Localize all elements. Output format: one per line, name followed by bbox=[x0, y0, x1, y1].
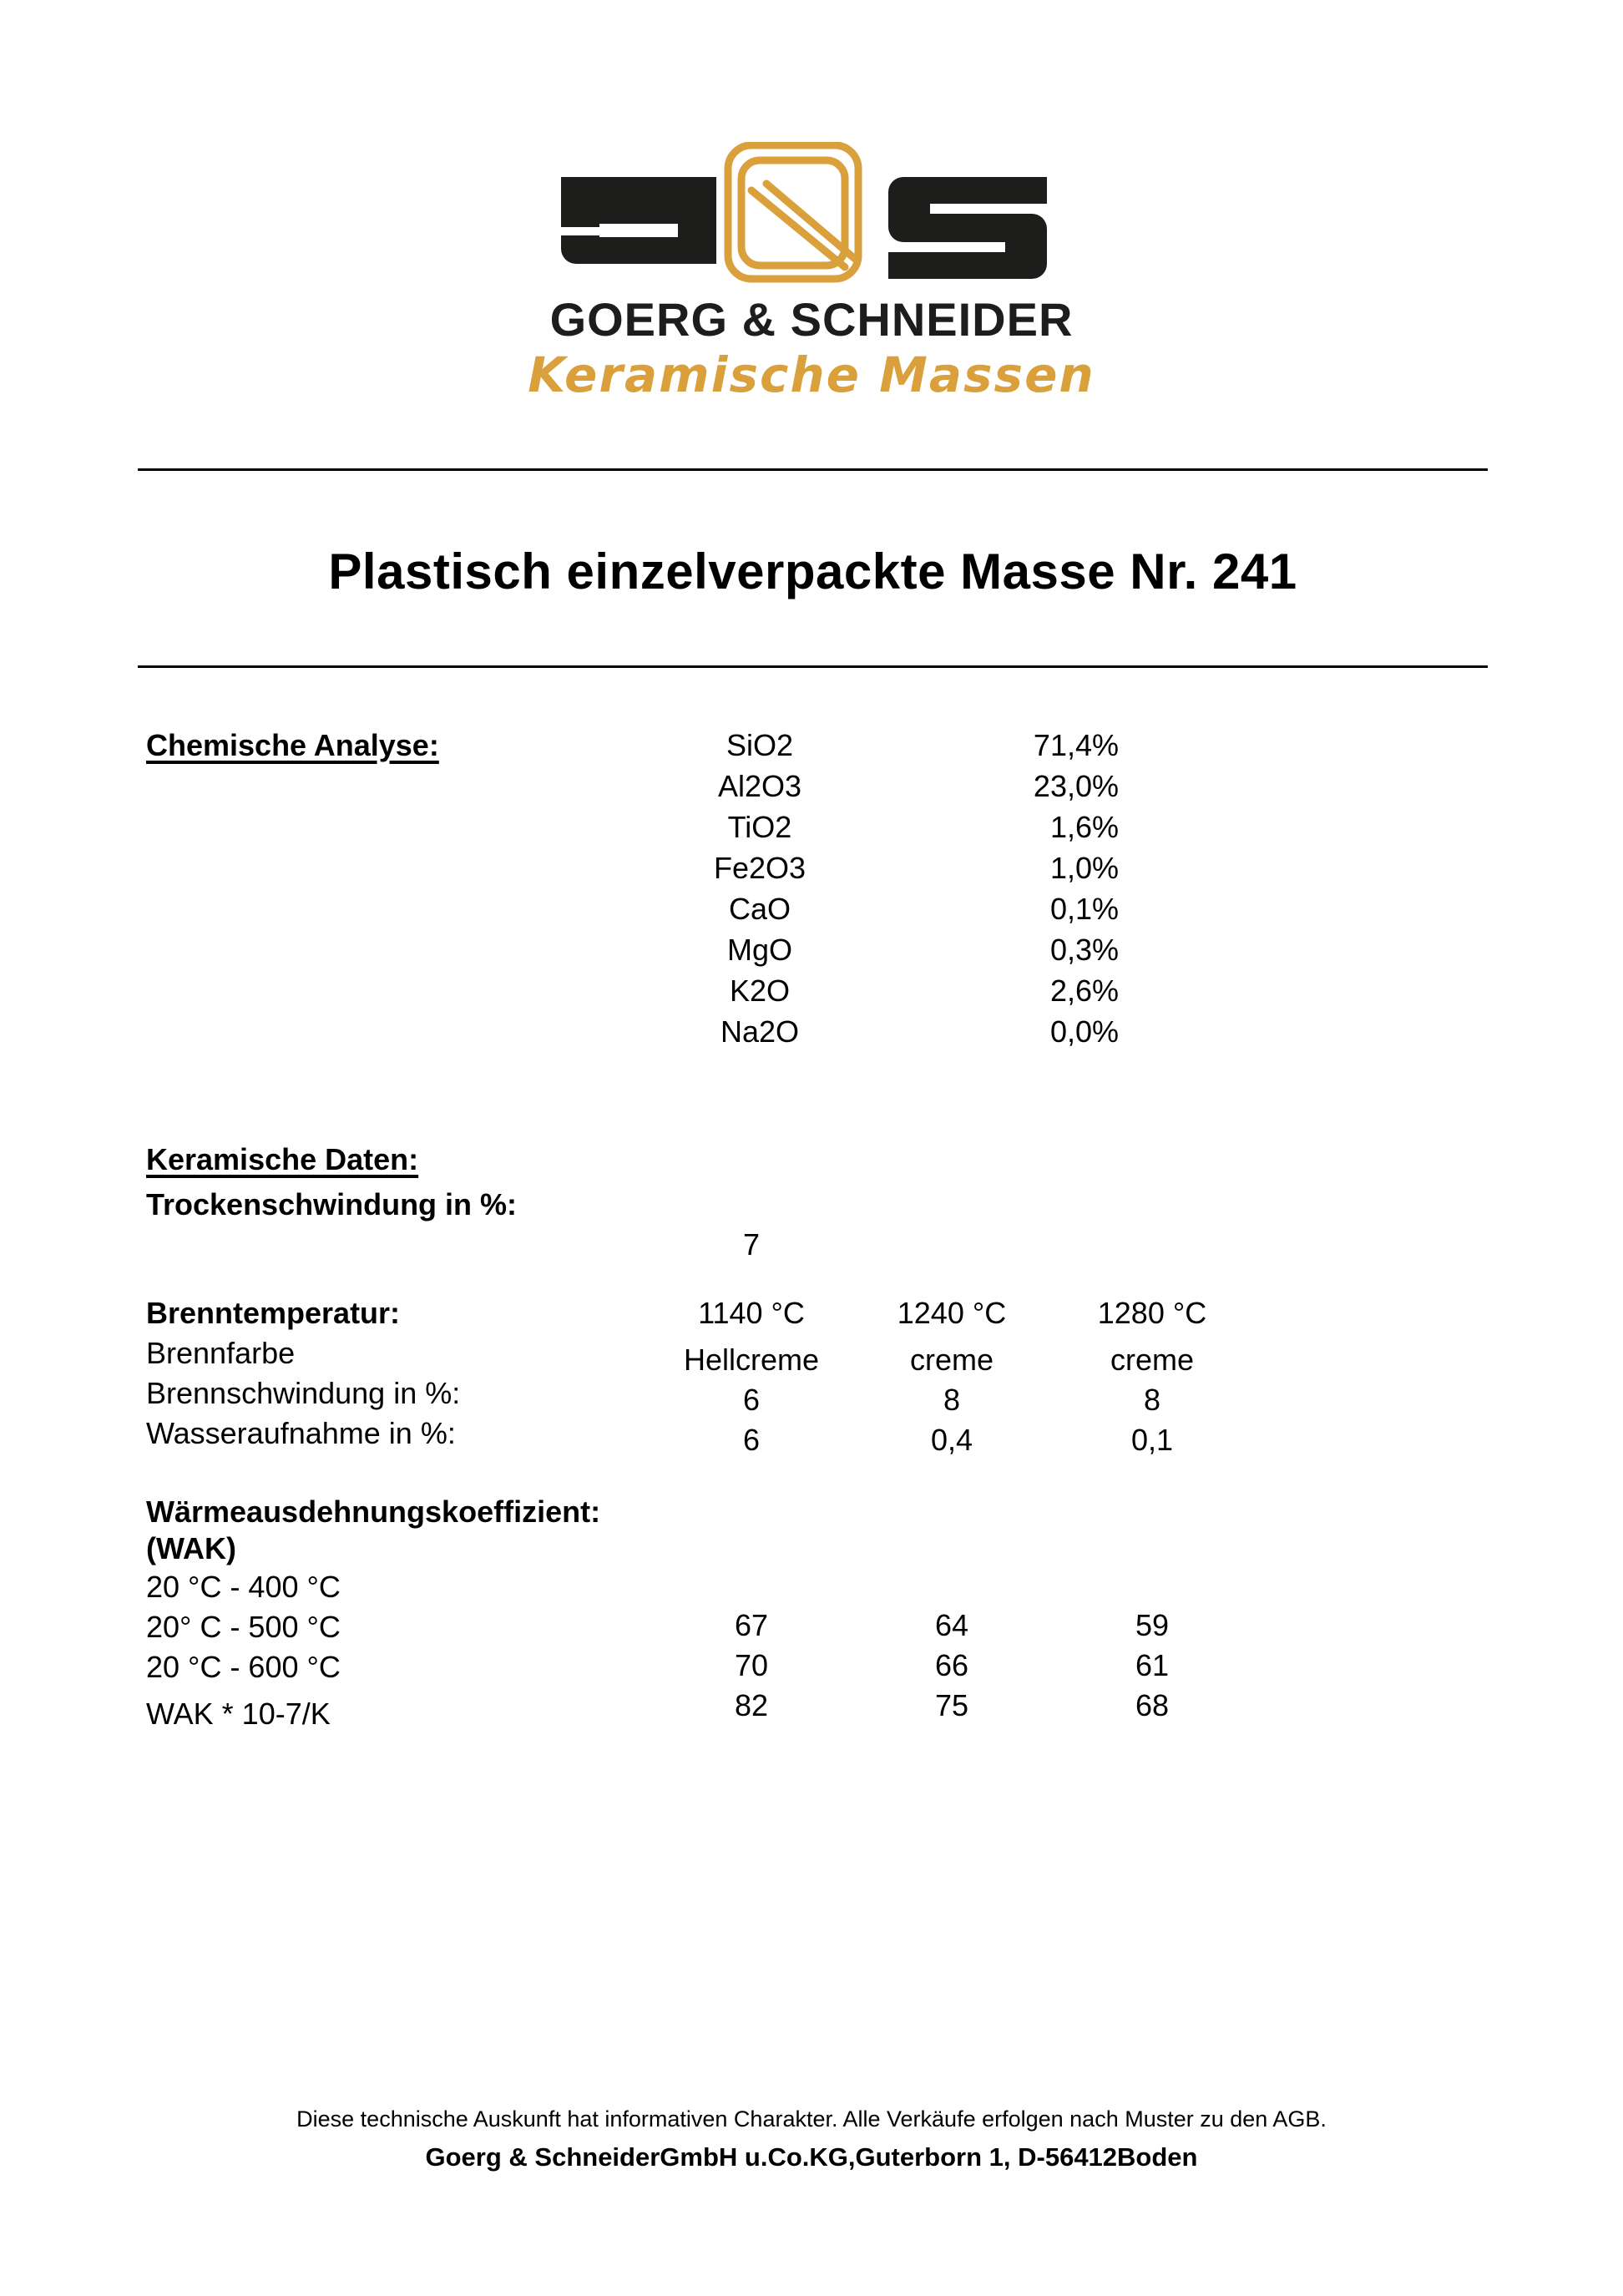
header-divider-top bbox=[138, 468, 1488, 471]
dry-shrinkage-label: Trockenschwindung in %: bbox=[146, 1187, 518, 1221]
firing-temperature-cell: 1240 °C bbox=[897, 1296, 1007, 1330]
firing-shrinkage-label: Brennschwindung in %: bbox=[146, 1376, 461, 1410]
oxide-value: 1,0% bbox=[1049, 851, 1119, 885]
firing-color-cell: creme bbox=[909, 1343, 994, 1377]
wak-value-cell: 67 bbox=[734, 1608, 769, 1642]
table-row bbox=[584, 974, 1119, 1014]
wak-range-label: 20 °C - 600 °C bbox=[146, 1650, 341, 1684]
wak-value-row bbox=[651, 1608, 1252, 1643]
firing-shrinkage-row bbox=[651, 1383, 1252, 1418]
water-absorption-label: Wasseraufnahme in %: bbox=[146, 1416, 456, 1450]
page-footer bbox=[0, 2104, 1623, 2176]
water-absorption-cell: 0,4 bbox=[930, 1423, 973, 1457]
wak-value-cell: 68 bbox=[1135, 1688, 1170, 1722]
oxide-value: 0,3% bbox=[1049, 933, 1119, 967]
oxide-name: MgO bbox=[726, 933, 792, 967]
oxide-name: Na2O bbox=[720, 1014, 800, 1049]
firing-shrinkage-cell: 8 bbox=[943, 1383, 961, 1417]
table-row bbox=[584, 933, 1119, 974]
table-row bbox=[584, 851, 1119, 892]
firing-temperature-cell: 1280 °C bbox=[1097, 1296, 1207, 1330]
table-row bbox=[584, 769, 1119, 810]
oxide-value: 0,1% bbox=[1049, 892, 1119, 926]
chemical-analysis-heading: Chemische Analyse: bbox=[146, 728, 439, 762]
table-row bbox=[584, 810, 1119, 851]
firing-shrinkage-cell: 8 bbox=[1143, 1383, 1161, 1417]
firing-temperature-cell: 1140 °C bbox=[698, 1296, 805, 1330]
wak-heading-line1: Wärmeausdehnungskoeffizient: bbox=[146, 1494, 601, 1529]
wak-value-cell: 82 bbox=[734, 1688, 769, 1722]
firing-color-cell: creme bbox=[1110, 1343, 1195, 1377]
wak-value-cell: 59 bbox=[1135, 1608, 1170, 1642]
wak-value-cell: 75 bbox=[934, 1688, 969, 1722]
footer-company-address: Goerg & SchneiderGmbH u.Co.KG,Guterborn 1, D-56412Boden bbox=[425, 2142, 1198, 2172]
firing-temperature-label: Brenntemperatur: bbox=[146, 1296, 401, 1330]
logo-tagline: Keramische Massen bbox=[528, 346, 1095, 403]
wak-value-row bbox=[651, 1648, 1252, 1683]
company-logo bbox=[0, 142, 1623, 401]
table-row bbox=[584, 728, 1119, 769]
oxide-value: 0,0% bbox=[1049, 1014, 1119, 1049]
table-row bbox=[584, 892, 1119, 933]
oxide-name: Fe2O3 bbox=[713, 851, 806, 885]
oxide-value: 71,4% bbox=[1033, 728, 1119, 762]
gs-monogram-icon bbox=[561, 142, 1062, 301]
oxide-name: CaO bbox=[728, 892, 791, 926]
oxide-value: 2,6% bbox=[1049, 974, 1119, 1008]
firing-shrinkage-cell: 6 bbox=[742, 1383, 761, 1417]
wak-value-cell: 66 bbox=[934, 1648, 969, 1682]
firing-color-row bbox=[651, 1343, 1252, 1378]
oxide-name: Al2O3 bbox=[717, 769, 802, 803]
water-absorption-cell: 6 bbox=[742, 1423, 761, 1457]
wak-heading-line2: (WAK) bbox=[146, 1531, 236, 1565]
footer-disclaimer: Diese technische Auskunft hat informativen Charakter. Alle Verkäufe erfolgen nach Muster zu den AGB. bbox=[296, 2106, 1327, 2132]
water-absorption-cell: 0,1 bbox=[1130, 1423, 1174, 1457]
wak-unit-label: WAK * 10-7/K bbox=[146, 1697, 331, 1731]
oxide-name: TiO2 bbox=[727, 810, 792, 844]
oxide-name: K2O bbox=[729, 974, 791, 1008]
chemical-analysis-table bbox=[584, 728, 1119, 1055]
wak-value-cell: 64 bbox=[934, 1608, 969, 1642]
wak-value-cell: 61 bbox=[1135, 1648, 1170, 1682]
oxide-value: 1,6% bbox=[1049, 810, 1119, 844]
firing-temperature-row bbox=[651, 1296, 1252, 1331]
header-divider-bottom bbox=[138, 665, 1488, 668]
wak-range-label: 20° C - 500 °C bbox=[146, 1610, 341, 1644]
firing-color-cell: Hellcreme bbox=[683, 1343, 820, 1377]
ceramic-data-heading: Keramische Daten: bbox=[146, 1142, 419, 1176]
wak-range-label: 20 °C - 400 °C bbox=[146, 1570, 341, 1604]
oxide-name: SiO2 bbox=[726, 728, 794, 762]
page-title: Plastisch einzelverpackte Masse Nr. 241 bbox=[328, 544, 1297, 599]
dry-shrinkage-value: 7 bbox=[742, 1227, 761, 1262]
logo-wordmark: GOERG & SCHNEIDER bbox=[549, 293, 1074, 346]
water-absorption-row bbox=[651, 1423, 1252, 1458]
wak-value-cell: 70 bbox=[734, 1648, 769, 1682]
table-row bbox=[584, 1014, 1119, 1055]
oxide-value: 23,0% bbox=[1033, 769, 1119, 803]
firing-color-label: Brennfarbe bbox=[146, 1336, 296, 1370]
wak-value-row bbox=[651, 1688, 1252, 1723]
